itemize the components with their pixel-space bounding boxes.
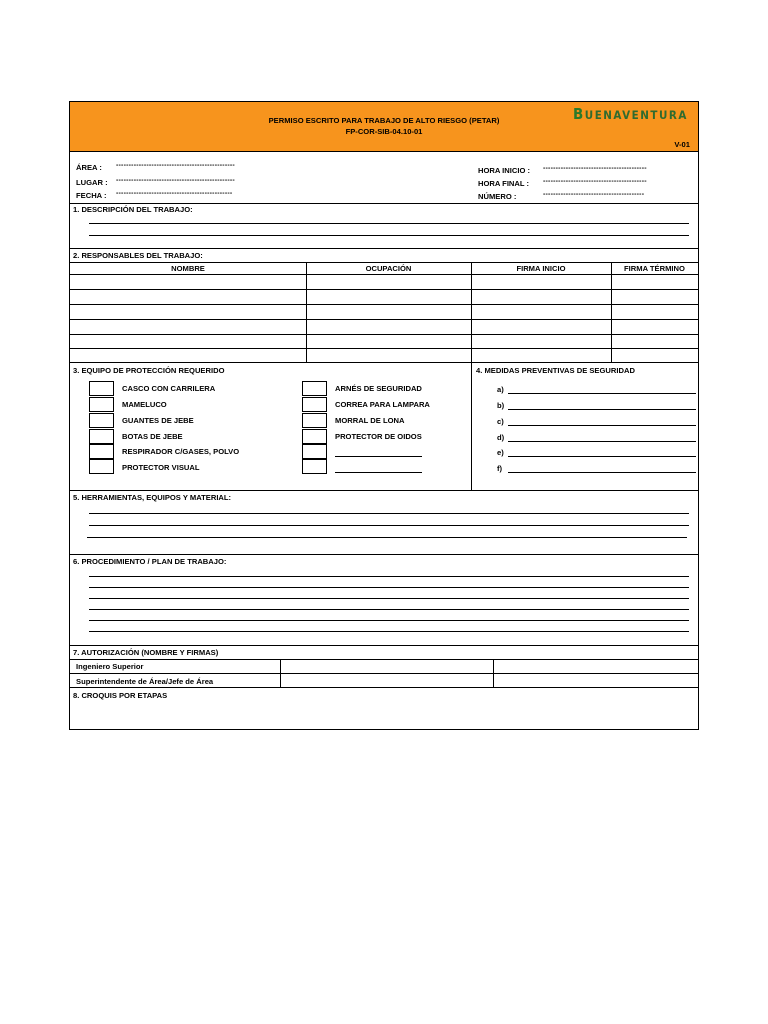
herramientas-line[interactable]	[89, 525, 689, 526]
logo-initial: B	[573, 105, 585, 123]
section-4-title: 4. MEDIDAS PREVENTIVAS DE SEGURIDAD	[476, 366, 635, 375]
logo-text: UENAVENTURA	[584, 108, 688, 122]
lugar-label: LUGAR :	[76, 178, 108, 187]
epp-checkbox[interactable]	[89, 444, 114, 459]
section-8-title: 8. CROQUIS POR ETAPAS	[73, 691, 168, 700]
epp-checkbox[interactable]	[89, 381, 114, 396]
hora-inicio-field[interactable]: -----------------------------------------	[543, 165, 647, 172]
area-label: ÁREA :	[76, 163, 102, 172]
fecha-field[interactable]: ----------------------------------------------	[116, 190, 233, 197]
medida-line[interactable]	[508, 425, 696, 426]
medida-label: d)	[497, 433, 505, 442]
autorizacion-ingeniero: Ingeniero Superior	[76, 662, 144, 671]
descripcion-line[interactable]	[89, 223, 689, 224]
procedimiento-line[interactable]	[89, 598, 689, 599]
section-1-title: 1. DESCRIPCIÓN DEL TRABAJO:	[73, 205, 193, 214]
epp-checkbox[interactable]	[302, 397, 327, 412]
epp-checkbox[interactable]	[89, 397, 114, 412]
hora-final-field[interactable]: -----------------------------------------	[543, 178, 647, 185]
table-row	[70, 289, 698, 290]
table-col-divider	[280, 659, 281, 687]
epp-item: MORRAL DE LONA	[335, 416, 405, 425]
epp-item: GUANTES DE JEBE	[122, 416, 194, 425]
divider	[70, 554, 698, 555]
divider	[70, 203, 698, 204]
divider	[70, 687, 698, 688]
divider	[70, 490, 698, 491]
hora-inicio-label: HORA INICIO :	[478, 166, 531, 175]
form-code: FP-COR-SIB-04.10-01	[345, 127, 423, 136]
procedimiento-line[interactable]	[89, 609, 689, 610]
divider	[70, 248, 698, 249]
procedimiento-line[interactable]	[89, 631, 689, 632]
medida-line[interactable]	[508, 472, 696, 473]
epp-item: PROTECTOR VISUAL	[122, 463, 200, 472]
fecha-label: FECHA :	[76, 191, 107, 200]
autorizacion-superintendente: Superintendente de Área/Jefe de Área	[76, 677, 214, 686]
form-header	[70, 102, 698, 152]
epp-item: CORREA PARA LAMPARA	[335, 400, 430, 409]
herramientas-line[interactable]	[89, 513, 689, 514]
section-6-title: 6. PROCEDIMIENTO / PLAN DE TRABAJO:	[73, 557, 227, 566]
medida-line[interactable]	[508, 409, 696, 410]
numero-label: NÚMERO :	[478, 192, 517, 201]
col-firma-inicio: FIRMA INICIO	[516, 264, 566, 273]
table-col-divider	[611, 262, 612, 362]
epp-checkbox[interactable]	[302, 459, 327, 474]
medida-label: a)	[497, 385, 504, 394]
epp-item: BOTAS DE JEBE	[122, 432, 183, 441]
epp-item: RESPIRADOR C/GASES, POLVO	[122, 447, 240, 456]
epp-item: PROTECTOR DE OIDOS	[335, 432, 422, 441]
section-2-title: 2. RESPONSABLES DEL TRABAJO:	[73, 251, 203, 260]
medida-line[interactable]	[508, 441, 696, 442]
table-col-divider	[493, 659, 494, 687]
section-divider	[471, 362, 472, 490]
epp-checkbox[interactable]	[89, 429, 114, 444]
table-row	[70, 673, 698, 674]
descripcion-line[interactable]	[89, 235, 689, 236]
table-row	[70, 304, 698, 305]
epp-item: ARNÉS DE SEGURIDAD	[335, 384, 422, 393]
epp-checkbox[interactable]	[302, 429, 327, 444]
procedimiento-line[interactable]	[89, 620, 689, 621]
medida-label: c)	[497, 417, 504, 426]
epp-item: MAMELUCO	[122, 400, 167, 409]
medida-label: b)	[497, 401, 505, 410]
area-field[interactable]: -----------------------------------------------	[116, 162, 235, 169]
col-nombre: NOMBRE	[171, 264, 205, 273]
col-firma-termino: FIRMA TÉRMINO	[624, 264, 685, 273]
medida-line[interactable]	[508, 456, 696, 457]
epp-checkbox[interactable]	[89, 413, 114, 428]
form-title: PERMISO ESCRITO PARA TRABAJO DE ALTO RIESGO (PETAR)	[268, 116, 500, 125]
medida-label: e)	[497, 448, 504, 457]
section-3-title: 3. EQUIPO DE PROTECCIÓN REQUERIDO	[73, 366, 225, 375]
epp-checkbox[interactable]	[302, 413, 327, 428]
col-ocupacion: OCUPACIÓN	[365, 264, 412, 273]
section-5-title: 5. HERRAMIENTAS, EQUIPOS Y MATERIAL:	[73, 493, 232, 502]
divider	[70, 362, 698, 363]
hora-final-label: HORA FINAL :	[478, 179, 530, 188]
numero-field[interactable]: ----------------------------------------	[543, 191, 645, 198]
epp-item: CASCO CON CARRILERA	[122, 384, 216, 393]
table-line	[70, 659, 698, 660]
table-row	[70, 348, 698, 349]
buenaventura-logo	[573, 105, 688, 123]
epp-checkbox[interactable]	[89, 459, 114, 474]
table-row	[70, 274, 698, 275]
procedimiento-line[interactable]	[89, 587, 689, 588]
table-row	[70, 319, 698, 320]
epp-checkbox[interactable]	[302, 444, 327, 459]
lugar-field[interactable]: -----------------------------------------------	[116, 177, 235, 184]
section-7-title: 7. AUTORIZACIÓN (NOMBRE Y FIRMAS)	[73, 648, 219, 657]
form-version: V-01	[674, 140, 690, 149]
epp-other-line[interactable]	[335, 456, 422, 457]
procedimiento-line[interactable]	[89, 576, 689, 577]
medida-label: f)	[497, 464, 503, 473]
divider	[70, 645, 698, 646]
epp-checkbox[interactable]	[302, 381, 327, 396]
table-col-divider	[306, 262, 307, 362]
petar-form	[69, 101, 699, 730]
medida-line[interactable]	[508, 393, 696, 394]
table-line	[70, 262, 698, 263]
herramientas-line[interactable]	[87, 537, 687, 538]
table-row	[70, 334, 698, 335]
table-col-divider	[471, 262, 472, 362]
epp-other-line[interactable]	[335, 472, 422, 473]
